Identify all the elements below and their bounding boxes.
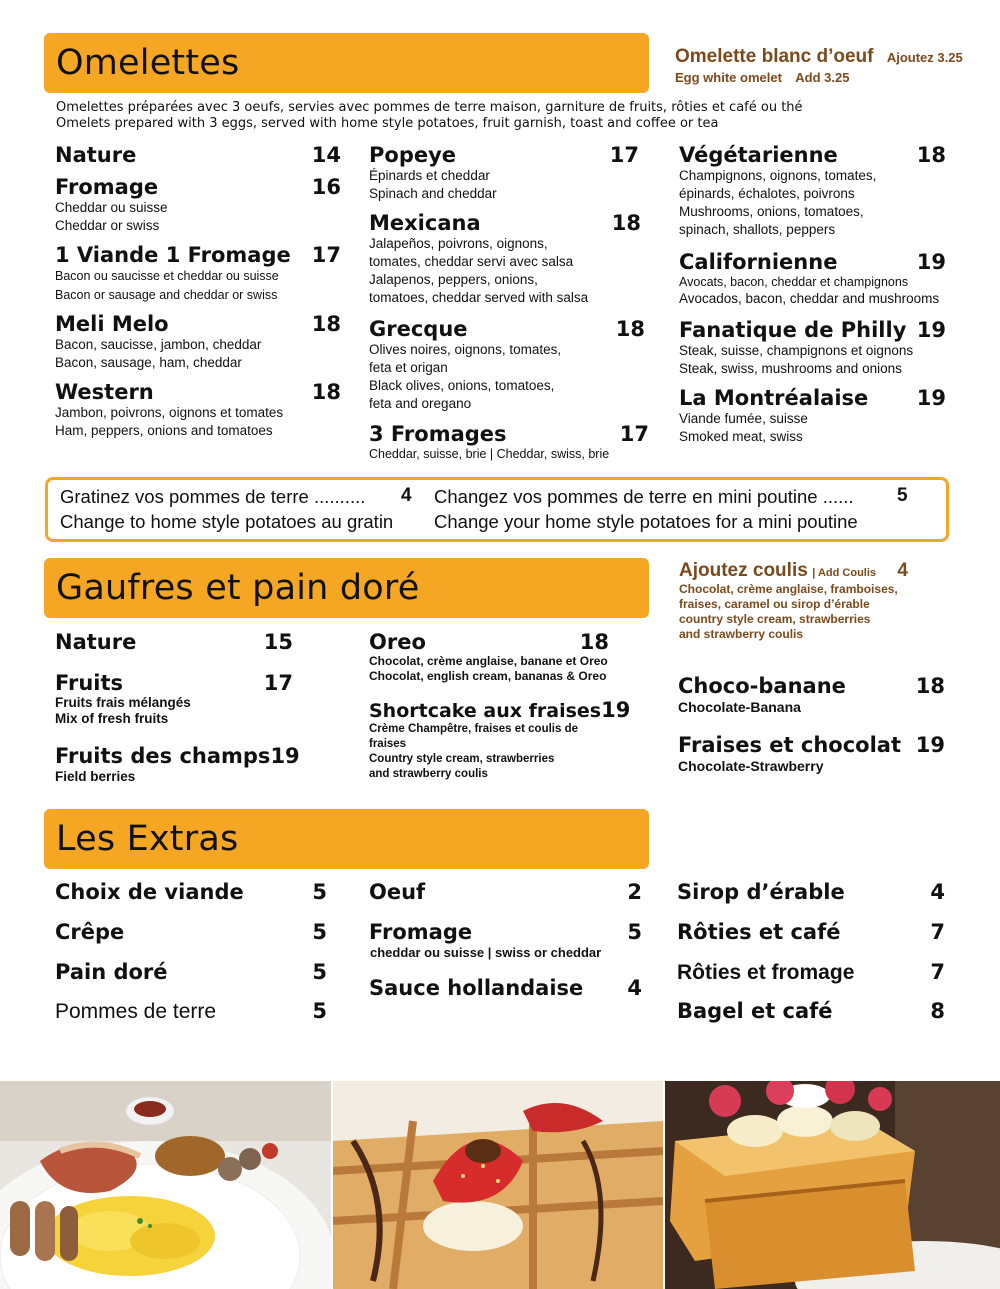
- item-desc: spinach, shallots, peppers: [679, 222, 836, 237]
- item-name: Nature: [55, 630, 137, 654]
- menu-item: [369, 317, 645, 413]
- extra-name: Rôties et café: [677, 920, 841, 944]
- menu-item: [369, 698, 631, 782]
- item-name: Grecque: [369, 317, 468, 341]
- menu-item: [55, 312, 341, 372]
- extra-item: [55, 999, 327, 1024]
- extra-item: [677, 960, 945, 985]
- item-desc: Jalapenos, peppers, onions,: [369, 272, 538, 287]
- item-desc: Cheddar or swiss: [55, 218, 160, 233]
- menu-item: [369, 211, 641, 307]
- extra-name: Fromage: [369, 920, 473, 944]
- item-desc: feta and oregano: [369, 396, 472, 411]
- item-desc: Champignons, oignons, tomates,: [679, 168, 877, 183]
- extra-item: [55, 920, 327, 944]
- gratin-fr: Gratinez vos pommes de terre ..........: [60, 486, 366, 507]
- egg-white-en: Egg white omelet: [675, 70, 782, 85]
- menu-item: [678, 674, 945, 716]
- omelettes-banner: [44, 33, 649, 93]
- item-price: 17: [263, 671, 293, 695]
- menu-item: [55, 630, 293, 654]
- section-title-waffles: Gaufres et pain doré: [56, 568, 420, 608]
- waffles-banner: [44, 558, 649, 618]
- item-desc: Cheddar ou suisse: [55, 200, 168, 215]
- item-name: Shortcake aux fraises: [369, 700, 602, 722]
- poutine-fr: Changez vos pommes de terre en mini poutine ......: [434, 486, 854, 507]
- coulis-note: [679, 560, 914, 642]
- item-desc: Steak, swiss, mushrooms and onions: [679, 361, 902, 376]
- extra-price: 8: [930, 999, 945, 1023]
- item-price: 18: [916, 143, 946, 167]
- egg-white-en-add: Add 3.25: [795, 70, 850, 85]
- item-name: Popeye: [369, 143, 457, 167]
- menu-item: [55, 671, 293, 727]
- item-name: Western: [55, 380, 154, 404]
- item-price: 18: [915, 674, 945, 698]
- section-title-omelettes: Omelettes: [56, 43, 240, 83]
- item-name: Fruits des champs: [55, 744, 271, 768]
- extra-item: [677, 999, 945, 1023]
- item-desc: Smoked meat, swiss: [679, 429, 803, 444]
- item-name: Oreo: [369, 630, 426, 654]
- extra-desc: cheddar ou suisse | swiss or cheddar: [370, 945, 602, 960]
- extra-item: [677, 920, 945, 944]
- item-price: 14: [311, 143, 341, 167]
- item-desc: Field berries: [55, 769, 136, 784]
- item-desc: Chocolate-Strawberry: [678, 758, 824, 774]
- item-desc: Fruits frais mélangés: [55, 695, 191, 710]
- item-price: 17: [311, 243, 341, 267]
- item-name: Meli Melo: [55, 312, 169, 336]
- menu-item: [55, 143, 341, 167]
- item-desc: tomatoes, cheddar served with salsa: [369, 290, 589, 305]
- item-name: Fraises et chocolat: [678, 733, 901, 757]
- item-price: 18: [611, 211, 641, 235]
- extra-item: [677, 880, 945, 904]
- item-desc: Steak, suisse, champignons et oignons: [679, 343, 914, 358]
- extra-price: 5: [627, 920, 642, 944]
- french-toast-photo: [665, 1081, 1000, 1289]
- extra-price: 5: [312, 920, 327, 944]
- item-price: 19: [270, 744, 300, 768]
- item-desc: Viande fumée, suisse: [679, 411, 808, 426]
- extra-name: Crêpe: [55, 920, 125, 944]
- intro-fr: Omelettes préparées avec 3 oeufs, servies avec pommes de terre maison, garniture de fruits, rôties et café ou thé: [56, 100, 803, 115]
- item-desc: feta et origan: [369, 360, 448, 375]
- coulis-desc: and strawberry coulis: [679, 627, 804, 641]
- egg-white-fr-add: Ajoutez 3.25: [886, 50, 963, 65]
- item-price: 19: [601, 698, 631, 722]
- omelettes-intro: [56, 100, 803, 132]
- extra-item: [55, 960, 327, 984]
- item-price: 16: [311, 175, 341, 199]
- extra-name: Sirop d’érable: [677, 880, 845, 904]
- section-title-extras: Les Extras: [56, 819, 239, 859]
- item-price: 18: [311, 380, 341, 404]
- item-price: 19: [916, 318, 946, 342]
- intro-en: Omelets prepared with 3 eggs, served with home style potatoes, fruit garnish, toast and coffee or tea: [56, 116, 719, 131]
- item-desc: Avocats, bacon, cheddar et champignons: [679, 275, 909, 289]
- item-desc: Bacon, sausage, ham, cheddar: [55, 355, 242, 370]
- coulis-title-en: | Add Coulis: [812, 567, 877, 579]
- item-desc: Spinach and cheddar: [369, 186, 497, 201]
- item-desc: tomates, cheddar servi avec salsa: [369, 254, 574, 269]
- extra-name: Rôties et fromage: [677, 961, 855, 984]
- menu-item: [679, 250, 946, 308]
- item-desc: Bacon ou saucisse et cheddar ou suisse: [55, 269, 279, 283]
- extra-price: 7: [930, 960, 945, 984]
- menu-item: [55, 243, 341, 305]
- item-desc: Chocolat, crème anglaise, banane et Oreo: [369, 654, 608, 668]
- item-desc: Jambon, poivrons, oignons et tomates: [55, 405, 284, 420]
- item-name: Nature: [55, 143, 137, 167]
- gratin-price: 4: [401, 485, 412, 506]
- menu-item: [679, 143, 946, 239]
- item-price: 19: [916, 250, 946, 274]
- coulis-price: 4: [897, 560, 908, 581]
- item-desc: Chocolat, english cream, bananas & Oreo: [369, 669, 607, 683]
- poutine-en: Change your home style potatoes for a mini poutine: [434, 511, 858, 532]
- extra-name: Sauce hollandaise: [369, 976, 584, 1000]
- item-price: 19: [915, 733, 945, 757]
- extra-name: Bagel et café: [677, 999, 833, 1023]
- item-name: Fanatique de Philly: [679, 318, 907, 342]
- item-name: Choco-banane: [678, 674, 846, 698]
- item-price: 19: [916, 386, 946, 410]
- extra-name: Pommes de terre: [55, 1000, 217, 1023]
- item-price: 18: [615, 317, 645, 341]
- breakfast-plate-photo: [0, 1081, 331, 1289]
- item-name: Mexicana: [369, 211, 481, 235]
- item-name: 1 Viande 1 Fromage: [55, 243, 291, 267]
- menu-item: [679, 386, 946, 446]
- menu-item: [679, 318, 946, 378]
- egg-white-fr: Omelette blanc d’oeuf: [675, 46, 874, 67]
- item-name: 3 Fromages: [369, 422, 507, 446]
- menu-item: [55, 380, 341, 440]
- extra-item: [55, 880, 327, 904]
- item-desc: Black olives, onions, tomatoes,: [369, 378, 555, 393]
- extra-name: Oeuf: [369, 880, 426, 904]
- menu-item: [369, 422, 649, 462]
- extra-name: Pain doré: [55, 960, 168, 984]
- item-desc: épinards, échalotes, poivrons: [679, 186, 855, 201]
- item-desc: Avocados, bacon, cheddar and mushrooms: [679, 291, 940, 306]
- extra-price: 5: [312, 880, 327, 904]
- item-desc: Olives noires, oignons, tomates,: [369, 342, 562, 357]
- item-name: La Montréalaise: [679, 386, 869, 410]
- egg-white-note: [675, 46, 963, 87]
- item-desc: Épinards et cheddar: [369, 168, 490, 183]
- coulis-desc: country style cream, strawberries: [679, 612, 871, 626]
- item-name: Fruits: [55, 671, 124, 695]
- potato-options-box: [45, 477, 949, 542]
- menu-item: [55, 175, 341, 235]
- item-desc: Mushrooms, onions, tomatoes,: [679, 204, 864, 219]
- item-name: Végétarienne: [679, 143, 838, 167]
- coulis-title: Ajoutez coulis: [679, 560, 808, 581]
- extra-name: Choix de viande: [55, 880, 244, 904]
- coulis-desc: fraises, caramel ou sirop d’érable: [679, 597, 870, 611]
- item-price: 15: [263, 630, 293, 654]
- extra-price: 7: [930, 920, 945, 944]
- extra-item: [369, 880, 642, 904]
- extra-price: 5: [312, 999, 327, 1023]
- item-name: Californienne: [679, 250, 838, 274]
- item-desc: Ham, peppers, onions and tomatoes: [55, 423, 273, 438]
- extra-price: 4: [627, 976, 642, 1000]
- item-desc: Cheddar, suisse, brie | Cheddar, swiss, brie: [369, 447, 610, 461]
- item-desc: Bacon, saucisse, jambon, cheddar: [55, 337, 262, 352]
- item-name: Fromage: [55, 175, 159, 199]
- extra-item: [369, 920, 642, 944]
- menu-item: [369, 143, 639, 203]
- coulis-desc: Chocolat, crème anglaise, framboises,: [679, 582, 898, 596]
- item-price: 17: [609, 143, 639, 167]
- waffle-strawberry-photo: [333, 1081, 663, 1289]
- extras-banner: [44, 809, 649, 869]
- item-price: 17: [619, 422, 649, 446]
- item-price: 18: [311, 312, 341, 336]
- item-desc: Crème Champêtre, fraises et coulis de fraises: [369, 723, 578, 750]
- extra-price: 2: [627, 880, 642, 904]
- poutine-price: 5: [897, 485, 908, 506]
- menu-item: [369, 630, 609, 684]
- extra-item: [369, 976, 642, 1000]
- extra-price: 4: [930, 880, 945, 904]
- extra-price: 5: [312, 960, 327, 984]
- item-desc: Country style cream, strawberries: [369, 753, 555, 765]
- item-desc: and strawberry coulis: [369, 768, 488, 780]
- item-price: 18: [579, 630, 609, 654]
- item-desc: Mix of fresh fruits: [55, 711, 169, 726]
- menu-item: [678, 733, 945, 775]
- menu-item: [55, 744, 300, 786]
- item-desc: Jalapeños, poivrons, oignons,: [369, 236, 548, 251]
- gratin-en: Change to home style potatoes au gratin: [60, 511, 394, 532]
- item-desc: Bacon or sausage and cheddar or swiss: [55, 288, 278, 302]
- item-desc: Chocolate-Banana: [678, 699, 801, 715]
